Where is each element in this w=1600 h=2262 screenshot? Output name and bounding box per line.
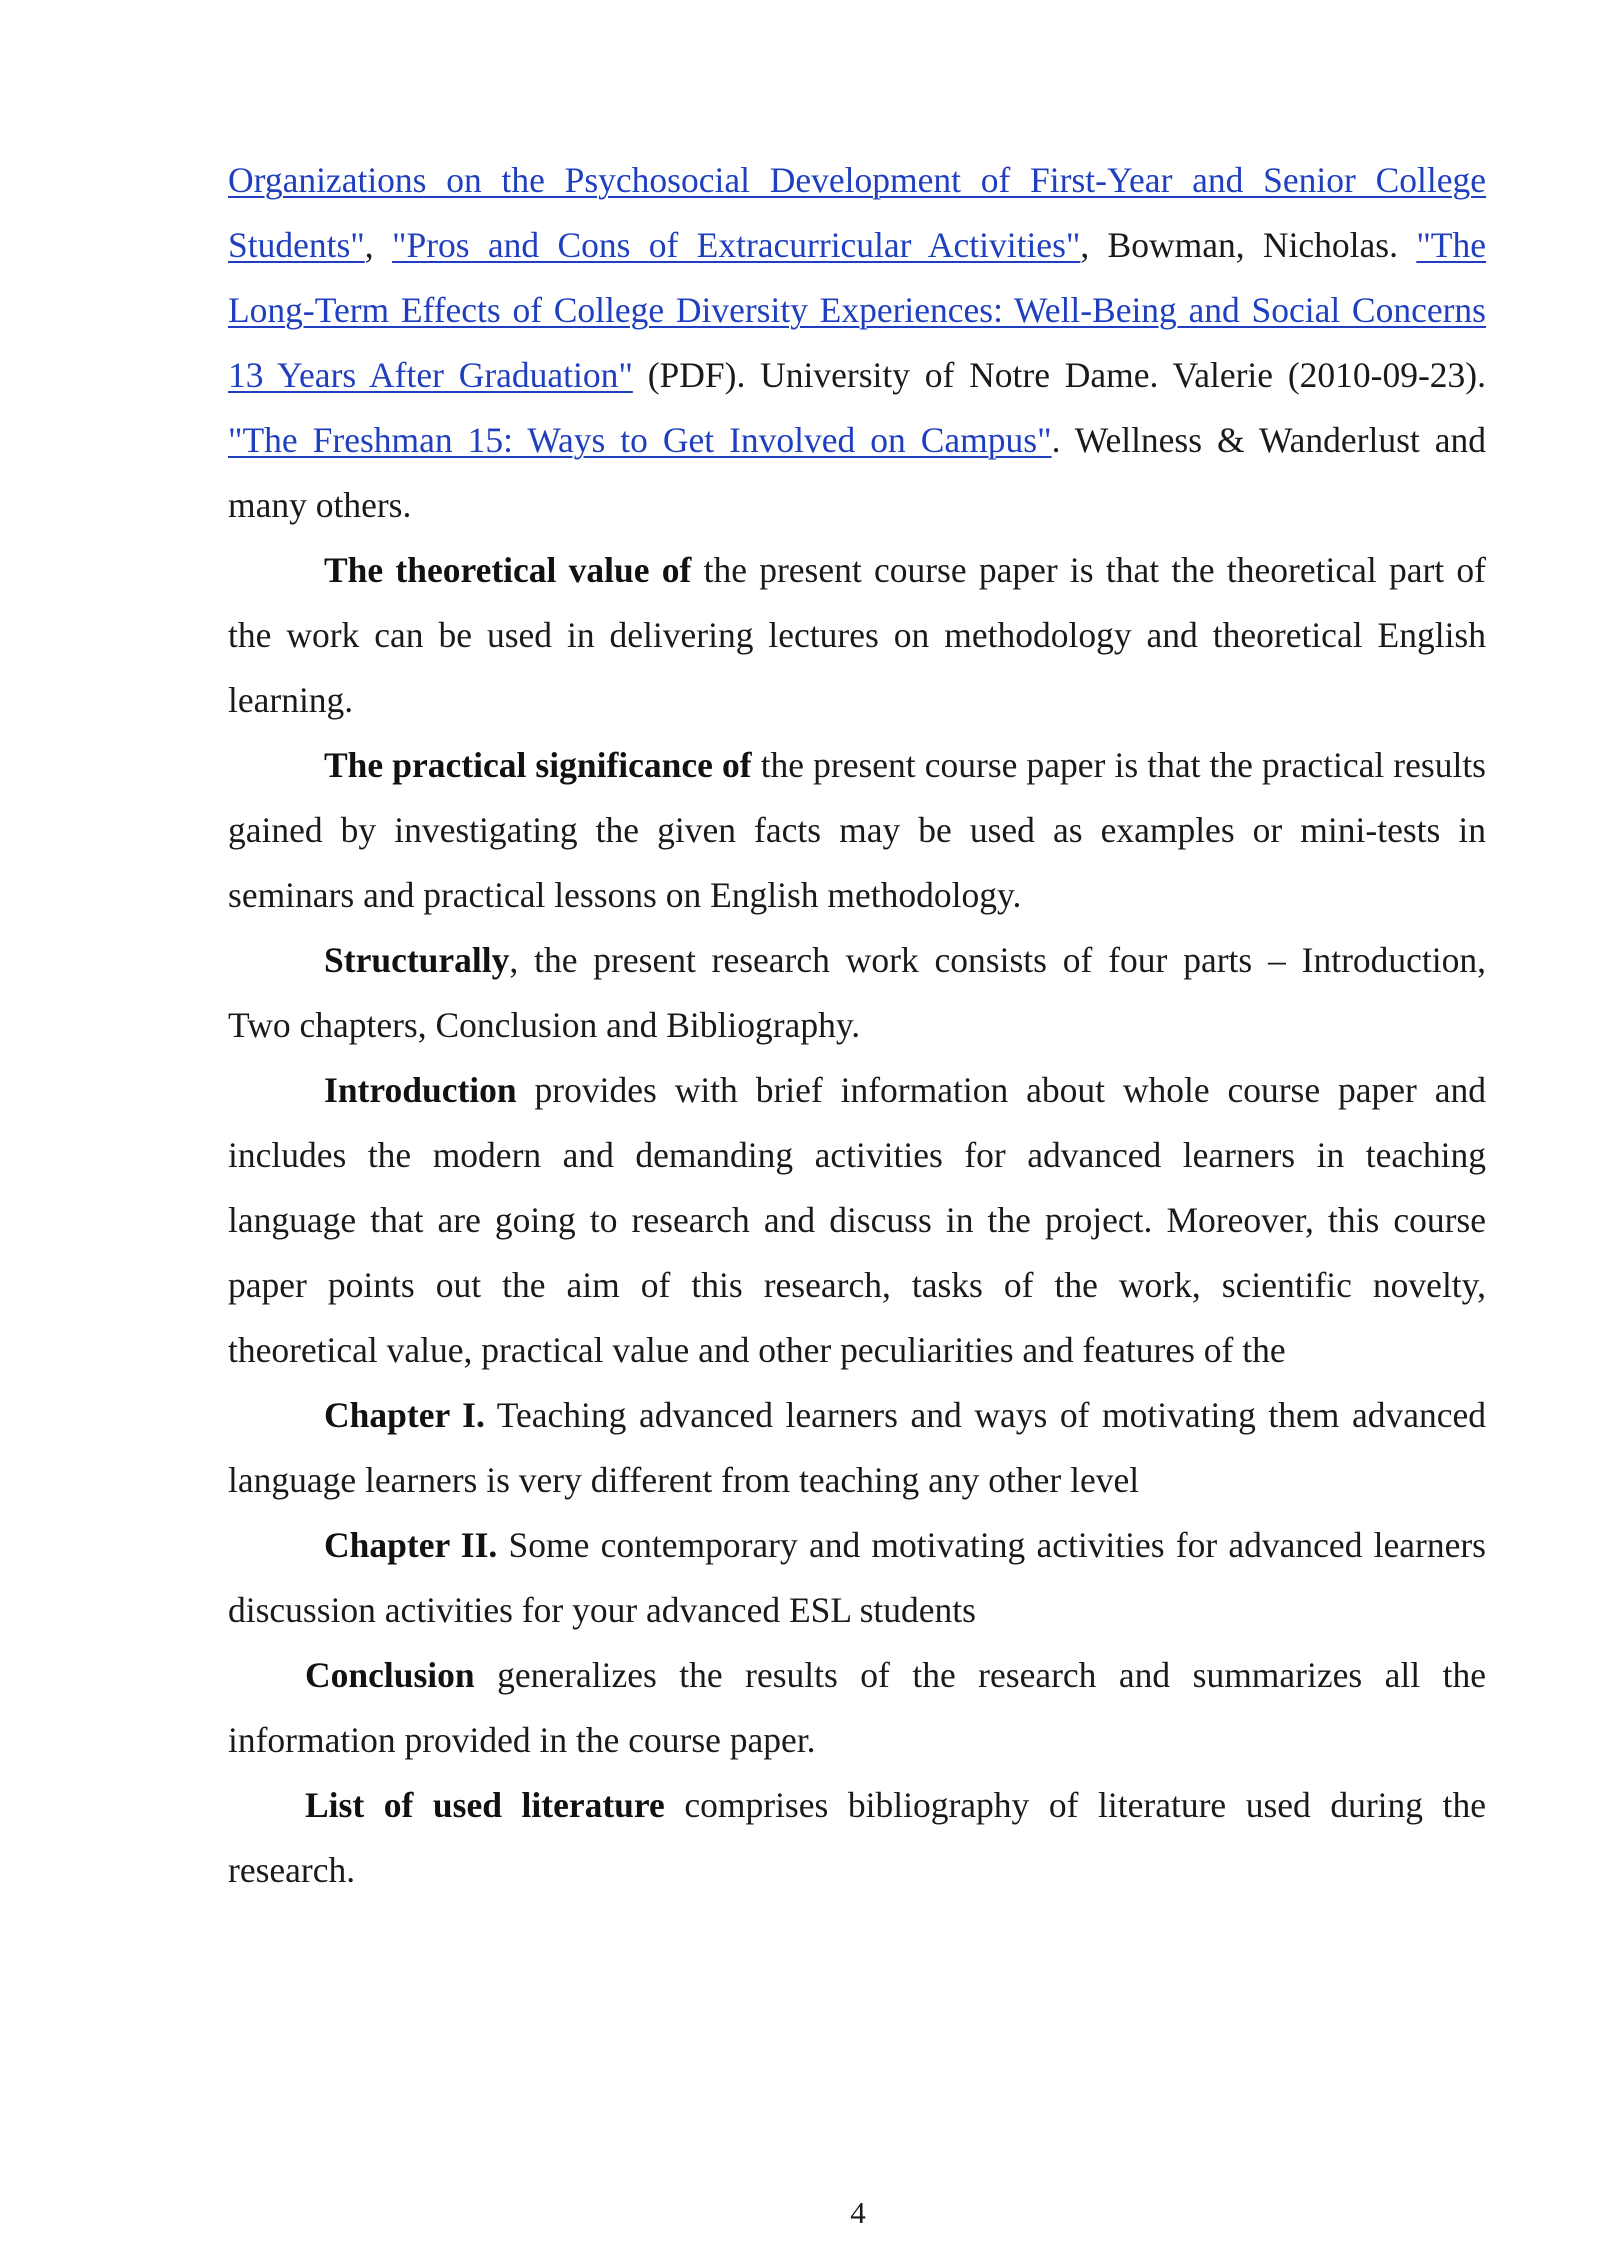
theoretical-value-heading: The theoretical value of	[324, 550, 692, 590]
references-text-notre-dame: (PDF). University of Notre Dame. Valerie (2010-09-23).	[632, 355, 1486, 395]
conclusion-text: generalizes the results of the research and summarizes all the information provided in the course paper.	[228, 1655, 1486, 1760]
structure-paragraph	[228, 928, 1486, 1058]
introduction-text: provides with brief information about whole course paper and includes the modern and demanding activities for advanced learners in teaching language that are going to research and discuss in the project. Moreover, this course paper points out the aim of this research, tasks of the work, scientific novelty, theoretical value, practical value and other peculiarities and features of the	[228, 1070, 1486, 1370]
literature-heading: List of used literature	[305, 1785, 665, 1825]
references-paragraph	[228, 148, 1486, 538]
chapter-one-paragraph	[228, 1383, 1486, 1513]
chapter-one-heading: Chapter I.	[324, 1395, 485, 1435]
structure-text: , the present research work consists of four parts – Introduction, Two chapters, Conclusion and Bibliography.	[228, 940, 1486, 1045]
practical-significance-heading: The practical significance of	[324, 745, 752, 785]
theoretical-value-paragraph	[228, 538, 1486, 733]
reference-link-extracurricular-activities[interactable]: "Pros and Cons of Extracurricular Activities"	[391, 225, 1081, 265]
practical-significance-paragraph	[228, 733, 1486, 928]
practical-significance-text: the present course paper is that the practical results gained by investigating the given facts may be used as examples or mini-tests in seminars and practical lessons on English methodology.	[228, 745, 1486, 915]
page-number: 4	[850, 2195, 866, 2230]
introduction-paragraph	[228, 1058, 1486, 1383]
reference-link-college-diversity[interactable]: "The Long-Term Effects of College Diversity Experiences: Well-Being and Social Concerns 13 Years After Graduation"	[228, 225, 1486, 395]
theoretical-value-text: the present course paper is that the theoretical part of the work can be used in delivering lectures on methodology and theoretical English learning.	[228, 550, 1486, 720]
conclusion-paragraph	[228, 1643, 1486, 1773]
structure-heading: Structurally	[324, 940, 510, 980]
references-text-bowman: , Bowman, Nicholas.	[1080, 225, 1417, 265]
chapter-two-paragraph	[228, 1513, 1486, 1643]
document-page	[228, 148, 1486, 1903]
literature-paragraph	[228, 1773, 1486, 1903]
introduction-heading: Introduction	[324, 1070, 517, 1110]
chapter-two-text: Some contemporary and motivating activities for advanced learners discussion activities for your advanced ESL students	[228, 1525, 1486, 1630]
conclusion-heading: Conclusion	[305, 1655, 475, 1695]
references-text-wellness: . Wellness & Wanderlust and many others.	[228, 420, 1486, 525]
literature-text: comprises bibliography of literature used during the research.	[228, 1785, 1486, 1890]
chapter-one-text: Teaching advanced learners and ways of motivating them advanced language learners is very different from teaching any other level	[228, 1395, 1486, 1500]
reference-link-freshman-15[interactable]: "The Freshman 15: Ways to Get Involved on Campus"	[228, 420, 1052, 460]
reference-link-psychosocial-development[interactable]: Organizations on the Psychosocial Development of First-Year and Senior College Students"	[228, 160, 1486, 265]
chapter-two-heading: Chapter II.	[324, 1525, 498, 1565]
references-separator: ,	[364, 225, 392, 265]
